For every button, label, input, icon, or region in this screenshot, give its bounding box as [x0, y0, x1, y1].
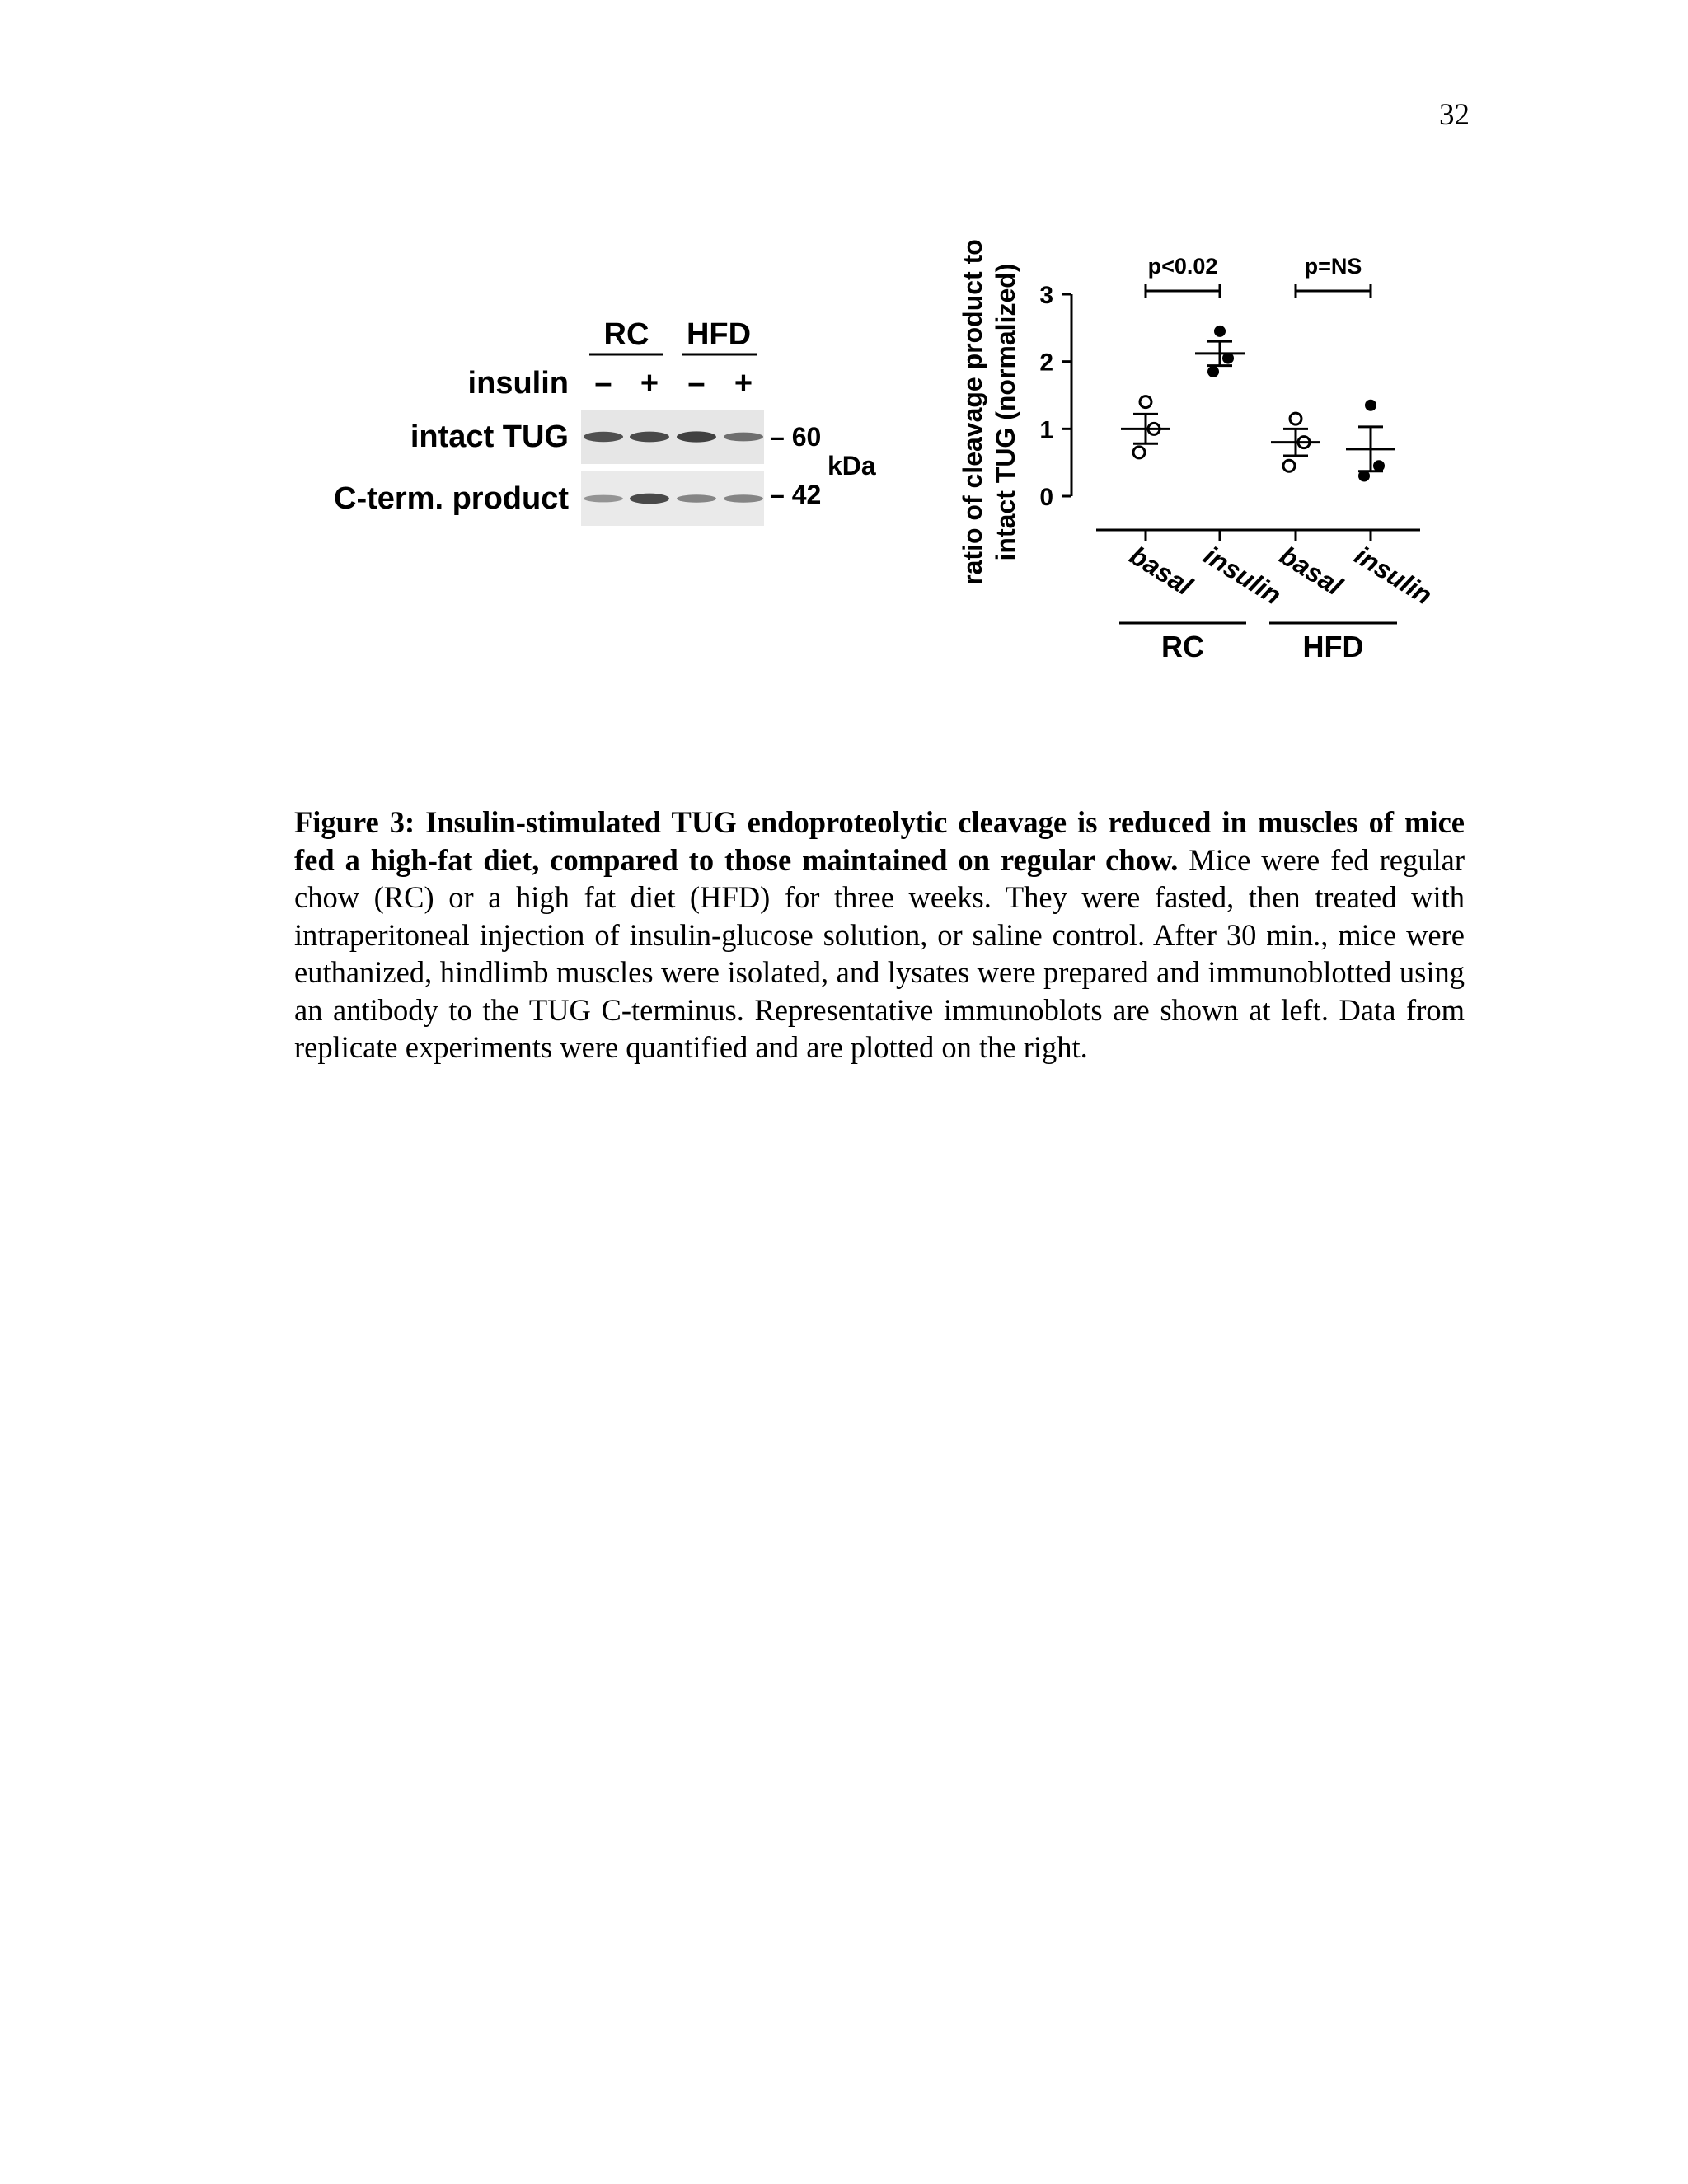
chart-y-tick-label: 3: [1039, 282, 1053, 309]
chart-data-point: [1283, 460, 1295, 471]
blot-band: [724, 494, 763, 503]
figure-3: [0, 0, 1688, 709]
caption-bold: Figure 3: Insulin-stimulated TUG endoproteolytic cleavage is reduced in muscles of mice fed a high-fat diet, compared to those maintained on regular chow.: [294, 805, 1465, 877]
blot-band: [584, 432, 623, 442]
blot-insulin-sign: –: [594, 366, 612, 401]
blot-band: [630, 494, 669, 504]
chart-data-point: [1373, 460, 1385, 471]
chart-data-point: [1133, 447, 1145, 458]
chart-x-tick-label: basal: [1274, 540, 1348, 602]
blot-band: [724, 433, 763, 442]
figure-caption: [294, 804, 1465, 1066]
chart-data-point: [1290, 413, 1301, 424]
blot-band: [584, 495, 623, 503]
chart-y-ticks: [1039, 282, 1071, 511]
chart-y-tick-label: 1: [1039, 416, 1053, 444]
chart-comparison-label: p<0.02: [1147, 254, 1218, 279]
immunoblot-panel: [334, 317, 876, 526]
chart-data-point: [1207, 366, 1219, 377]
chart-x-ticks: [1124, 530, 1437, 611]
blot-insulin-sign: –: [687, 366, 706, 401]
chart-data-point: [1140, 396, 1151, 408]
chart-comparison-label: p=NS: [1304, 254, 1362, 279]
chart-marks: [1121, 326, 1395, 482]
chart-y-tick-label: 0: [1039, 484, 1053, 511]
chart-ylabel-line1: ratio of cleavage product to: [958, 239, 987, 585]
blot-insulin-sign: +: [640, 366, 659, 401]
page-number: 32: [1439, 98, 1470, 132]
blot-row-label-intact-tug: intact TUG: [410, 419, 569, 454]
blot-band: [630, 432, 669, 443]
chart-y-tick-label: 2: [1039, 349, 1053, 377]
chart-data-point: [1214, 326, 1226, 337]
chart-group-label: HFD: [1302, 630, 1364, 663]
chart-comparisons: [1146, 254, 1371, 298]
blot-group-label-hfd: HFD: [686, 317, 752, 352]
blot-insulin-sign: +: [734, 366, 753, 401]
blot-marker-60: – 60: [770, 422, 822, 452]
blot-group-label-rc: RC: [603, 317, 649, 352]
chart-data-point: [1365, 400, 1376, 411]
scatter-chart: [958, 239, 1437, 663]
blot-unit-kda: kDa: [828, 451, 876, 480]
blot-band: [677, 431, 716, 442]
chart-group-label: RC: [1161, 630, 1204, 663]
chart-x-tick-label: basal: [1124, 540, 1198, 602]
blot-band: [677, 494, 716, 503]
chart-ylabel-line2: intact TUG (normalized): [991, 263, 1020, 561]
chart-groups: [1119, 623, 1397, 663]
blot-row-label-cterm: C-term. product: [334, 481, 569, 516]
chart-x-tick-label: insulin: [1198, 540, 1287, 611]
caption-text: Mice were fed regular chow (RC) or a high fat diet (HFD) for three weeks. They were fasted, then treated with intraperitoneal injection of insulin-glucose solution, or saline control. After 30 min., mice were euthanized, hindlimb muscles were isolated, and lysates were prepared and immunoblotted using an antibody to the TUG C-terminus. Representative immunoblots are shown at left. Data from replicate experiments were quantified and are plotted on the right.: [294, 842, 1465, 1064]
chart-x-tick-label: insulin: [1349, 540, 1437, 611]
blot-insulin-label: insulin: [467, 366, 569, 401]
blot-marker-42: – 42: [770, 480, 822, 509]
